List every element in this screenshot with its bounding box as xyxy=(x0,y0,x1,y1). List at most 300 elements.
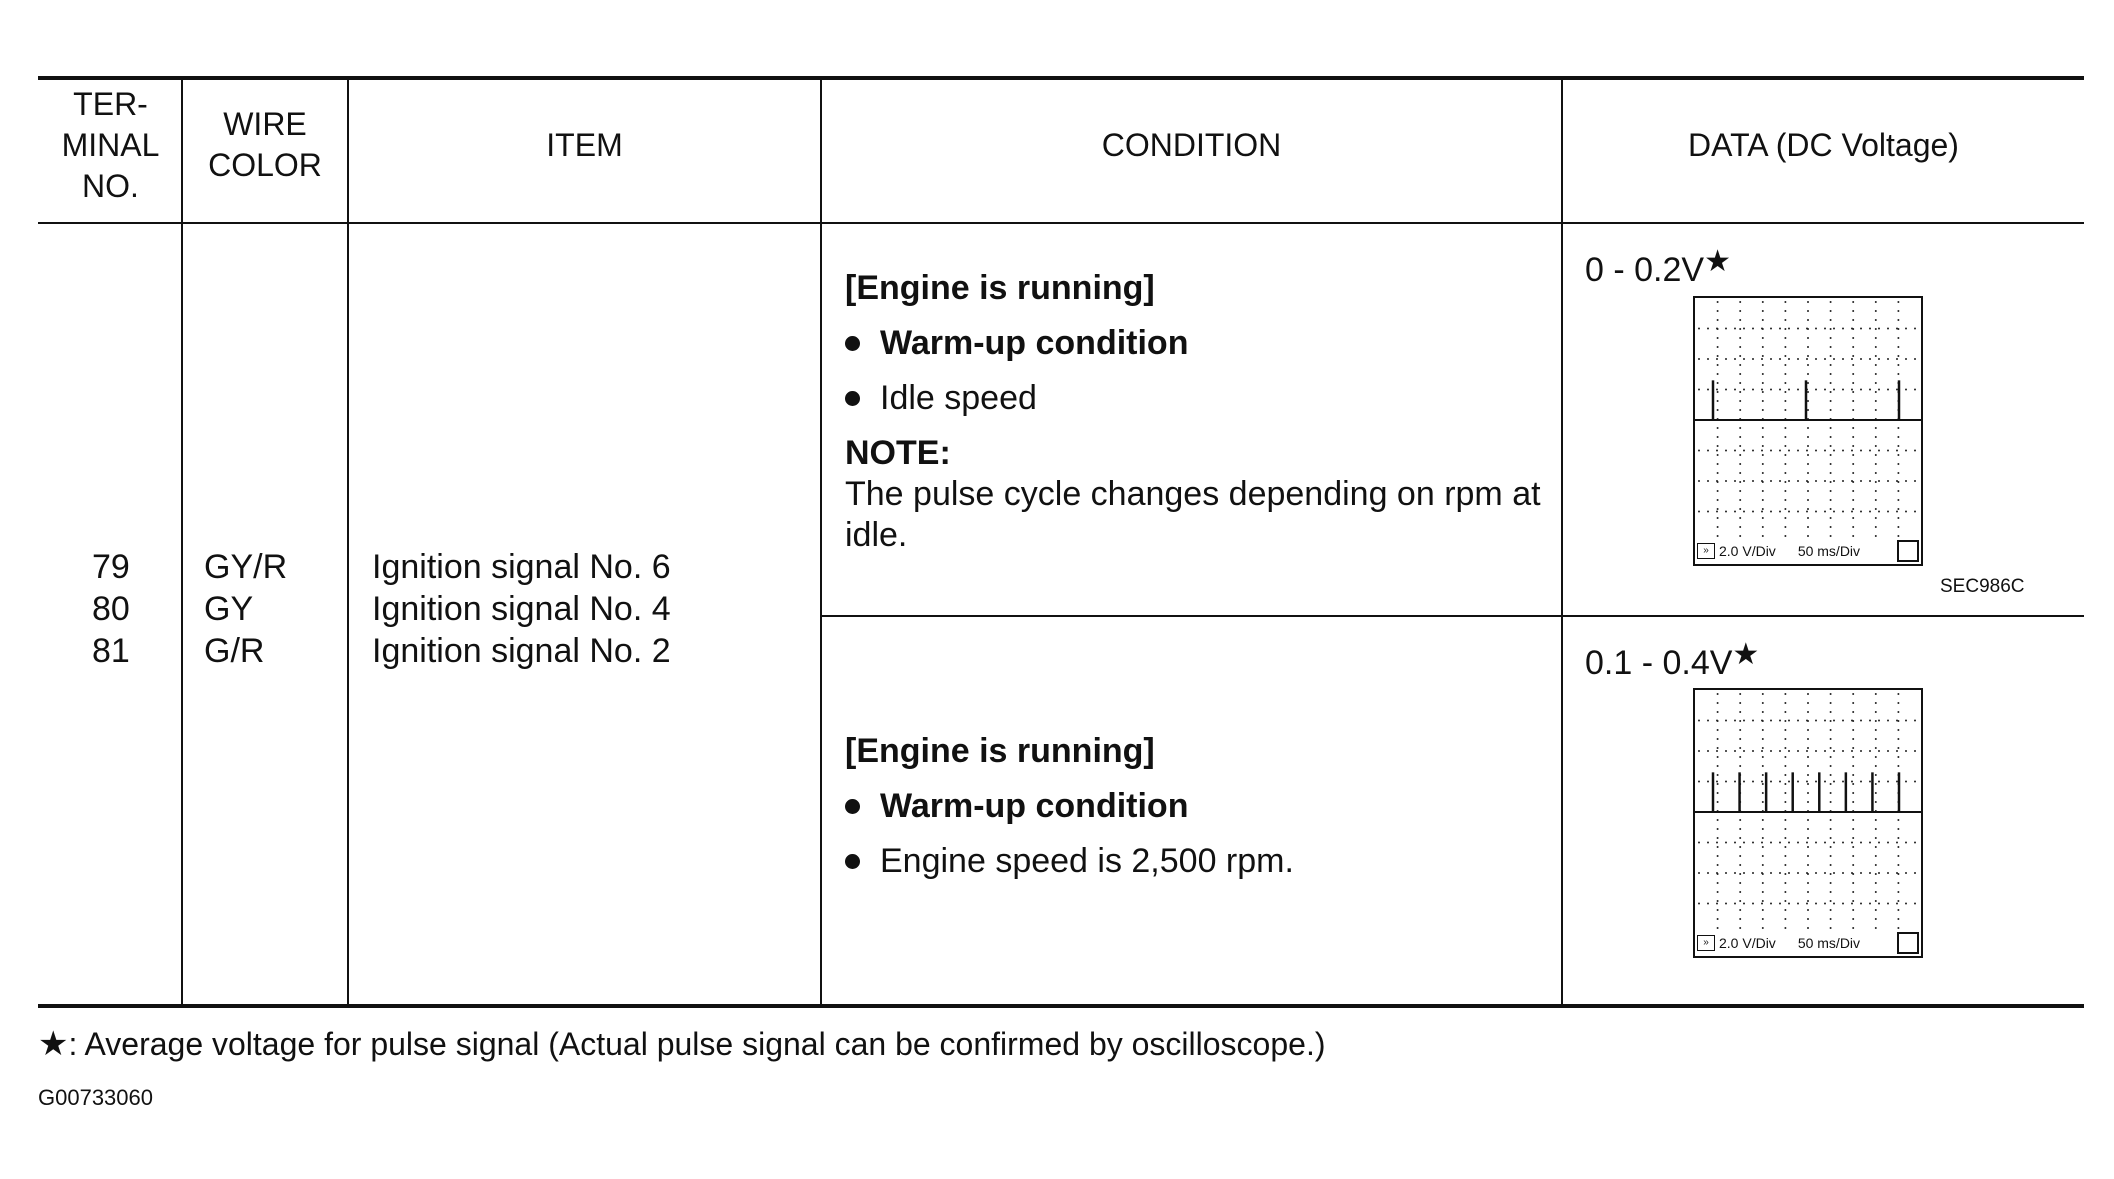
scope-idle-grid-dot xyxy=(1905,511,1907,513)
scope-idle-grid-dot xyxy=(1762,391,1764,393)
scope-2500-grid-dot xyxy=(1788,903,1790,905)
scope-2500-grid-dot xyxy=(1707,720,1709,722)
scope-idle-grid-dot xyxy=(1807,364,1809,366)
scope-2500-grid-dot xyxy=(1784,801,1786,803)
scope-idle-grid-dot xyxy=(1717,409,1719,411)
scope-idle-grid-dot xyxy=(1851,328,1853,330)
scope-idle-grid-dot xyxy=(1905,480,1907,482)
scope-idle-grid-dot xyxy=(1784,310,1786,312)
scope-idle-grid-dot xyxy=(1830,445,1832,447)
scope-idle-grid-dot xyxy=(1852,535,1854,537)
scope-idle-grid-dot xyxy=(1784,508,1786,510)
scope-2500-grid-dot xyxy=(1762,855,1764,857)
scope-2500-grid-dot xyxy=(1807,747,1809,749)
scope-2500-grid-dot xyxy=(1914,903,1916,905)
scope-idle-grid-dot xyxy=(1739,337,1741,339)
scope-idle-grid-dot xyxy=(1860,450,1862,452)
scope-idle-grid-dot xyxy=(1815,358,1817,360)
scope-idle-grid-dot xyxy=(1717,490,1719,492)
scope-idle-grid-dot xyxy=(1852,400,1854,402)
scope-2500-grid-dot xyxy=(1734,903,1736,905)
scope-idle-grid-dot xyxy=(1762,319,1764,321)
scope-idle-grid-dot xyxy=(1852,427,1854,429)
condition-2500 xyxy=(845,731,1555,896)
scope-idle-grid-dot xyxy=(1875,427,1877,429)
scope-idle-grid-dot xyxy=(1761,389,1763,391)
scope-2500-grid-dot xyxy=(1860,750,1862,752)
scope-2500-grid-dot xyxy=(1878,720,1880,722)
scope-idle-grid-dot xyxy=(1878,389,1880,391)
scope-idle-grid-dot xyxy=(1830,472,1832,474)
scope-idle-grid-dot xyxy=(1896,511,1898,513)
scope-2500-grid-dot xyxy=(1875,774,1877,776)
scope-idle-grid-dot xyxy=(1852,310,1854,312)
scope-idle-grid-dot xyxy=(1784,517,1786,519)
scope-2500-grid-dot xyxy=(1717,756,1719,758)
scope-2500-grid-dot xyxy=(1897,918,1899,920)
scope-2500-tdiv: 50 ms/Div xyxy=(1797,935,1861,951)
scope-idle-grid-dot xyxy=(1707,358,1709,360)
scope-2500-grid-dot xyxy=(1698,781,1700,783)
scope-2500-grid-dot xyxy=(1824,720,1826,722)
header-condition: CONDITION xyxy=(1101,127,1282,163)
scope-idle-grid-dot xyxy=(1887,389,1889,391)
scope-idle-grid-dot xyxy=(1875,373,1877,375)
scope-idle-grid-dot xyxy=(1784,301,1786,303)
scope-idle-grid-dot xyxy=(1752,389,1754,391)
scope-idle-grid-dot xyxy=(1784,319,1786,321)
scope-idle-grid-dot xyxy=(1869,450,1871,452)
scope-idle-grid-dot xyxy=(1762,445,1764,447)
scope-idle-grid-dot xyxy=(1852,472,1854,474)
wire-color-81: G/R xyxy=(204,632,265,670)
scope-idle-grid-dot xyxy=(1807,373,1809,375)
scope-idle-grid-dot xyxy=(1725,450,1727,452)
scope-2500-grid-dot xyxy=(1852,711,1854,713)
scope-idle-grid-dot xyxy=(1762,436,1764,438)
scope-2500-grid-dot xyxy=(1739,918,1741,920)
scope-idle-grid-dot xyxy=(1717,445,1719,447)
scope-idle-grid-dot xyxy=(1739,463,1741,465)
scope-idle-grid-dot xyxy=(1807,517,1809,519)
scope-2500-grid-dot xyxy=(1875,873,1877,875)
scope-2500-grid-dot xyxy=(1896,781,1898,783)
scope-2500-grid-dot xyxy=(1830,855,1832,857)
scope-2500-grid-dot xyxy=(1762,900,1764,902)
scope-idle-grid-dot xyxy=(1734,358,1736,360)
scope-idle-grid-dot xyxy=(1752,358,1754,360)
condition-2500-bullet1-text: Warm-up condition xyxy=(880,787,1189,825)
scope-2500-grid-dot xyxy=(1860,720,1862,722)
scope-2500-grid-dot xyxy=(1752,750,1754,752)
oscilloscope-2500 xyxy=(1693,688,1923,958)
scope-2500-grid-dot xyxy=(1830,711,1832,713)
scope-2500-grid-dot xyxy=(1852,693,1854,695)
scope-2500-grid-dot xyxy=(1833,872,1835,874)
scope-2500-grid-dot xyxy=(1784,819,1786,821)
scope-2500-grid-dot xyxy=(1830,828,1832,830)
scope-2500-grid-dot xyxy=(1875,828,1877,830)
scope-idle-grid-dot xyxy=(1852,364,1854,366)
scope-idle-grid-dot xyxy=(1830,382,1832,384)
scope-idle-grid-dot xyxy=(1806,480,1808,482)
scope-2500-grid-dot xyxy=(1717,738,1719,740)
scope-idle-grid-dot xyxy=(1833,389,1835,391)
document-id: G00733060 xyxy=(38,1085,153,1110)
scope-2500-grid-dot xyxy=(1739,765,1741,767)
scope-idle-grid-dot xyxy=(1869,328,1871,330)
scope-2500-grid-dot xyxy=(1784,747,1786,749)
scope-idle-grid-dot xyxy=(1830,373,1832,375)
scope-2500-grid-dot xyxy=(1824,903,1826,905)
scope-idle-grid-dot xyxy=(1717,355,1719,357)
oscilloscope-2500-footer xyxy=(1697,932,1919,954)
condition-idle-bullet1 xyxy=(845,323,1555,364)
scope-2500-grid-dot xyxy=(1734,842,1736,844)
scope-2500-grid-dot xyxy=(1784,738,1786,740)
scope-idle-grid-dot xyxy=(1897,535,1899,537)
scope-idle-grid-dot xyxy=(1770,389,1772,391)
scope-2500-grid-dot xyxy=(1875,711,1877,713)
scope-idle-grid-dot xyxy=(1830,508,1832,510)
scope-2500-grid-dot xyxy=(1707,781,1709,783)
scope-2500-grid-dot xyxy=(1725,720,1727,722)
scope-2500-grid-dot xyxy=(1875,837,1877,839)
scope-idle-grid-dot xyxy=(1784,328,1786,330)
scope-2500-grid-dot xyxy=(1739,882,1741,884)
scope-idle-grid-dot xyxy=(1807,400,1809,402)
scope-2500-grid-dot xyxy=(1860,842,1862,844)
scope-2500-grid-dot xyxy=(1770,872,1772,874)
scope-2500-grid-dot xyxy=(1807,729,1809,731)
scope-2500-grid-dot xyxy=(1852,927,1854,929)
scope-2500-grid-dot xyxy=(1761,842,1763,844)
scope-2500-grid-dot xyxy=(1762,702,1764,704)
scope-2500-grid-dot xyxy=(1734,720,1736,722)
scope-2500-grid-dot xyxy=(1717,828,1719,830)
scope-idle-grid-dot xyxy=(1833,511,1835,513)
table-bottom-rule xyxy=(38,1004,2084,1008)
scope-idle-grid-dot xyxy=(1739,328,1741,330)
scope-idle-grid-dot xyxy=(1739,427,1741,429)
scope-idle-grid-dot xyxy=(1807,391,1809,393)
scope-2500-grid-dot xyxy=(1784,864,1786,866)
scope-2500-grid-dot xyxy=(1897,702,1899,704)
scope-2500-grid-dot xyxy=(1784,918,1786,920)
scope-2500-grid-dot xyxy=(1878,842,1880,844)
scope-idle-grid-dot xyxy=(1875,499,1877,501)
scope-2500-grid-dot xyxy=(1807,801,1809,803)
scope-2500-grid-dot xyxy=(1806,750,1808,752)
wire-color-list xyxy=(204,546,334,672)
scope-2500-grid-dot xyxy=(1833,720,1835,722)
scope-idle-grid-dot xyxy=(1842,480,1844,482)
scope-2500-grid-dot xyxy=(1807,819,1809,821)
scope-2500-grid-dot xyxy=(1896,720,1898,722)
scope-2500-grid-dot xyxy=(1830,774,1832,776)
scope-2500-grid-dot xyxy=(1852,900,1854,902)
scope-idle-grid-dot xyxy=(1717,400,1719,402)
scope-idle-grid-dot xyxy=(1897,373,1899,375)
scope-2500-grid-dot xyxy=(1784,837,1786,839)
col-divider-3 xyxy=(820,78,822,1006)
scope-2500-grid-dot xyxy=(1784,891,1786,893)
scope-idle-grid-dot xyxy=(1797,358,1799,360)
scope-idle-grid-dot xyxy=(1897,490,1899,492)
scope-idle-grid-dot xyxy=(1914,450,1916,452)
scope-2500-grid-dot xyxy=(1869,720,1871,722)
scope-2500-grid-dot xyxy=(1830,693,1832,695)
scope-2500-grid-dot xyxy=(1717,792,1719,794)
scope-idle-grid-dot xyxy=(1824,328,1826,330)
scope-2500-grid-dot xyxy=(1739,720,1741,722)
scope-idle-grid-dot xyxy=(1739,310,1741,312)
scope-2500-grid-dot xyxy=(1833,903,1835,905)
scope-idle-grid-dot xyxy=(1725,511,1727,513)
scope-idle-grid-dot xyxy=(1717,499,1719,501)
scope-2500-grid-dot xyxy=(1807,891,1809,893)
scope-2500-grid-dot xyxy=(1807,756,1809,758)
scope-2500-grid-dot xyxy=(1717,693,1719,695)
scope-2500-grid-dot xyxy=(1852,801,1854,803)
scope-2500-grid-dot xyxy=(1734,750,1736,752)
scope-idle-grid-dot xyxy=(1878,480,1880,482)
scope-idle-grid-dot xyxy=(1824,480,1826,482)
scope-2500-grid-dot xyxy=(1852,756,1854,758)
scope-idle-grid-dot xyxy=(1852,445,1854,447)
header-wire-line1: WIRE xyxy=(223,106,307,142)
scope-2500-grid-dot xyxy=(1779,781,1781,783)
scope-idle-grid-dot xyxy=(1851,450,1853,452)
scope-idle-grid-dot xyxy=(1762,427,1764,429)
scope-2500-grid-dot xyxy=(1905,872,1907,874)
scope-2500-grid-dot xyxy=(1897,855,1899,857)
scope-idle-grid-dot xyxy=(1897,472,1899,474)
scope-2500-grid-dot xyxy=(1762,765,1764,767)
scope-idle-grid-dot xyxy=(1875,301,1877,303)
scope-idle-grid-dot xyxy=(1784,355,1786,357)
scope-2500-grid-dot xyxy=(1842,750,1844,752)
scope-idle-grid-dot xyxy=(1897,499,1899,501)
scope-2500-grid-dot xyxy=(1878,781,1880,783)
scope-2500-grid-dot xyxy=(1761,903,1763,905)
figure-code: SEC986C xyxy=(1940,576,2025,597)
scope-idle-grid-dot xyxy=(1743,358,1745,360)
scope-2500-grid-dot xyxy=(1875,864,1877,866)
scope-idle-grid-dot xyxy=(1830,319,1832,321)
scope-idle-grid-dot xyxy=(1717,373,1719,375)
scope-2500-grid-dot xyxy=(1830,918,1832,920)
scope-2500-grid-dot xyxy=(1860,872,1862,874)
scope-2500-grid-dot xyxy=(1914,842,1916,844)
scope-idle-grid-dot xyxy=(1842,450,1844,452)
scope-idle-grid-dot xyxy=(1807,445,1809,447)
scope-idle-grid-dot xyxy=(1860,389,1862,391)
scope-2500-grid-dot xyxy=(1887,903,1889,905)
scope-idle-grid-dot xyxy=(1743,328,1745,330)
scope-2500-grid-dot xyxy=(1897,882,1899,884)
scope-2500-grid-dot xyxy=(1807,738,1809,740)
scope-idle-grid-dot xyxy=(1807,337,1809,339)
scope-2500-grid-dot xyxy=(1752,903,1754,905)
scope-idle-grid-dot xyxy=(1830,346,1832,348)
scope-idle-grid-dot xyxy=(1905,389,1907,391)
condition-2500-heading: [Engine is running] xyxy=(845,732,1155,770)
scope-2500-grid-dot xyxy=(1707,903,1709,905)
scope-2500-grid-dot xyxy=(1788,750,1790,752)
scope-2500-grid-dot xyxy=(1830,738,1832,740)
bullet-icon xyxy=(845,336,860,351)
scope-idle-grid-dot xyxy=(1860,511,1862,513)
scope-idle-grid-dot xyxy=(1897,337,1899,339)
scope-idle-grid-dot xyxy=(1788,328,1790,330)
scope-idle-grid-dot xyxy=(1762,517,1764,519)
scope-idle-grid-dot xyxy=(1788,389,1790,391)
scope-idle-grid-dot xyxy=(1788,511,1790,513)
scope-idle-grid-dot xyxy=(1707,480,1709,482)
scope-2500-grid-dot xyxy=(1788,720,1790,722)
scope-idle-grid-dot xyxy=(1830,328,1832,330)
scope-2500-grid-dot xyxy=(1869,872,1871,874)
scope-idle-grid-dot xyxy=(1739,373,1741,375)
scope-idle-grid-dot xyxy=(1914,389,1916,391)
scope-2500-grid-dot xyxy=(1739,864,1741,866)
scope-2500-grid-dot xyxy=(1830,873,1832,875)
scope-2500-grid-dot xyxy=(1807,882,1809,884)
scope-idle-grid-dot xyxy=(1762,409,1764,411)
scope-2500-grid-dot xyxy=(1830,909,1832,911)
scope-2500-grid-dot xyxy=(1739,702,1741,704)
scope-idle-grid-dot xyxy=(1887,450,1889,452)
scope-2500-grid-dot xyxy=(1806,720,1808,722)
scope-2500-grid-dot xyxy=(1779,872,1781,874)
scope-idle-grid-dot xyxy=(1897,355,1899,357)
scope-2500-grid-dot xyxy=(1815,842,1817,844)
scope-idle-grid-dot xyxy=(1762,454,1764,456)
table-top-rule xyxy=(38,76,2084,80)
scope-2500-grid-dot xyxy=(1852,855,1854,857)
scope-idle-grid-dot xyxy=(1852,499,1854,501)
scope-idle-grid-dot xyxy=(1875,328,1877,330)
scope-idle-grid-dot xyxy=(1852,382,1854,384)
scope-2500-grid-dot xyxy=(1752,781,1754,783)
condition-idle-bullet2 xyxy=(845,378,1555,419)
header-item: ITEM xyxy=(546,127,623,163)
scope-2500-grid-dot xyxy=(1717,819,1719,821)
scope-idle-grid-dot xyxy=(1875,445,1877,447)
scope-2500-grid-dot xyxy=(1716,781,1718,783)
scope-idle-grid-dot xyxy=(1762,337,1764,339)
scope-idle-grid-dot xyxy=(1887,358,1889,360)
item-80: Ignition signal No. 4 xyxy=(372,590,671,628)
scope-2500-grid-dot xyxy=(1717,909,1719,911)
item-79: Ignition signal No. 6 xyxy=(372,548,671,586)
scope-2500-grid-dot xyxy=(1761,720,1763,722)
scope-2500-grid-dot xyxy=(1824,781,1826,783)
scope-2500-grid-dot xyxy=(1852,738,1854,740)
scope-2500-grid-dot xyxy=(1852,846,1854,848)
scope-idle-grid-dot xyxy=(1739,364,1741,366)
scope-idle-grid-dot xyxy=(1717,472,1719,474)
scope-idle-grid-dot xyxy=(1761,358,1763,360)
scope-idle-grid-dot xyxy=(1869,480,1871,482)
scope-idle-grid-dot xyxy=(1717,526,1719,528)
scope-idle-grid-dot xyxy=(1717,463,1719,465)
scope-2500-grid-dot xyxy=(1784,693,1786,695)
item-81: Ignition signal No. 2 xyxy=(372,632,671,670)
scope-idle-grid-dot xyxy=(1896,450,1898,452)
scope-idle-grid-dot xyxy=(1875,490,1877,492)
scope-2500-grid-dot xyxy=(1784,729,1786,731)
scope-idle-grid-dot xyxy=(1784,472,1786,474)
scope-2500-grid-dot xyxy=(1717,783,1719,785)
scope-2500-grid-dot xyxy=(1797,781,1799,783)
scope-2500-grid-dot xyxy=(1761,750,1763,752)
scope-idle-grid-dot xyxy=(1784,463,1786,465)
scope-idle-grid-dot xyxy=(1784,481,1786,483)
scope-2500-grid-dot xyxy=(1875,792,1877,794)
scope-2500-grid-dot xyxy=(1815,872,1817,874)
scope-2500-grid-dot xyxy=(1717,837,1719,839)
scope-idle-grid-dot xyxy=(1739,436,1741,438)
scope-idle-grid-dot xyxy=(1770,480,1772,482)
scope-idle-grid-dot xyxy=(1717,436,1719,438)
item-list xyxy=(372,546,812,672)
scope-idle-grid-dot xyxy=(1762,490,1764,492)
scope-idle-grid-dot xyxy=(1716,389,1718,391)
scope-2500-grid-dot xyxy=(1770,720,1772,722)
scope-2500-grid-dot xyxy=(1807,900,1809,902)
scope-idle-grid-dot xyxy=(1784,445,1786,447)
scope-idle-grid-dot xyxy=(1897,346,1899,348)
scope-2500-grid-dot xyxy=(1725,750,1727,752)
scope-2500-grid-dot xyxy=(1875,720,1877,722)
scope-2500-grid-dot xyxy=(1739,756,1741,758)
scope-idle-grid-dot xyxy=(1851,480,1853,482)
scope-2500-grid-dot xyxy=(1905,720,1907,722)
note-body: The pulse cycle changes depending on rpm at idle. xyxy=(845,475,1541,554)
scope-2500-grid-dot xyxy=(1852,819,1854,821)
scope-idle-grid-dot xyxy=(1905,358,1907,360)
scope-idle-grid-dot xyxy=(1875,391,1877,393)
scope-idle-grid-dot xyxy=(1830,391,1832,393)
scope-2500-grid-dot xyxy=(1807,846,1809,848)
scope-corner-box xyxy=(1897,540,1919,562)
scope-idle-grid-dot xyxy=(1806,328,1808,330)
scope-idle-grid-dot xyxy=(1807,382,1809,384)
scope-idle-grid-dot xyxy=(1830,535,1832,537)
scope-idle-grid-dot xyxy=(1852,319,1854,321)
scope-2500-grid-dot xyxy=(1743,872,1745,874)
scope-idle-grid-dot xyxy=(1815,450,1817,452)
scope-2500-grid-dot xyxy=(1878,750,1880,752)
scope-2500-grid-dot xyxy=(1830,765,1832,767)
header-terminal-no xyxy=(40,84,181,207)
scope-idle-tdiv: 50 ms/Div xyxy=(1797,543,1861,559)
scope-2500-grid-dot xyxy=(1851,872,1853,874)
scope-2500-grid-dot xyxy=(1717,855,1719,857)
scope-idle-grid-dot xyxy=(1716,328,1718,330)
note-title: NOTE: xyxy=(845,434,951,472)
scope-2500-grid-dot xyxy=(1905,842,1907,844)
scope-2500-grid-dot xyxy=(1875,891,1877,893)
scope-2500-grid-dot xyxy=(1875,765,1877,767)
scope-2500-grid-dot xyxy=(1897,756,1899,758)
scope-2500-grid-dot xyxy=(1842,842,1844,844)
scope-idle-grid-dot xyxy=(1739,409,1741,411)
scope-idle-grid-dot xyxy=(1878,511,1880,513)
scope-2500-grid-dot xyxy=(1914,872,1916,874)
